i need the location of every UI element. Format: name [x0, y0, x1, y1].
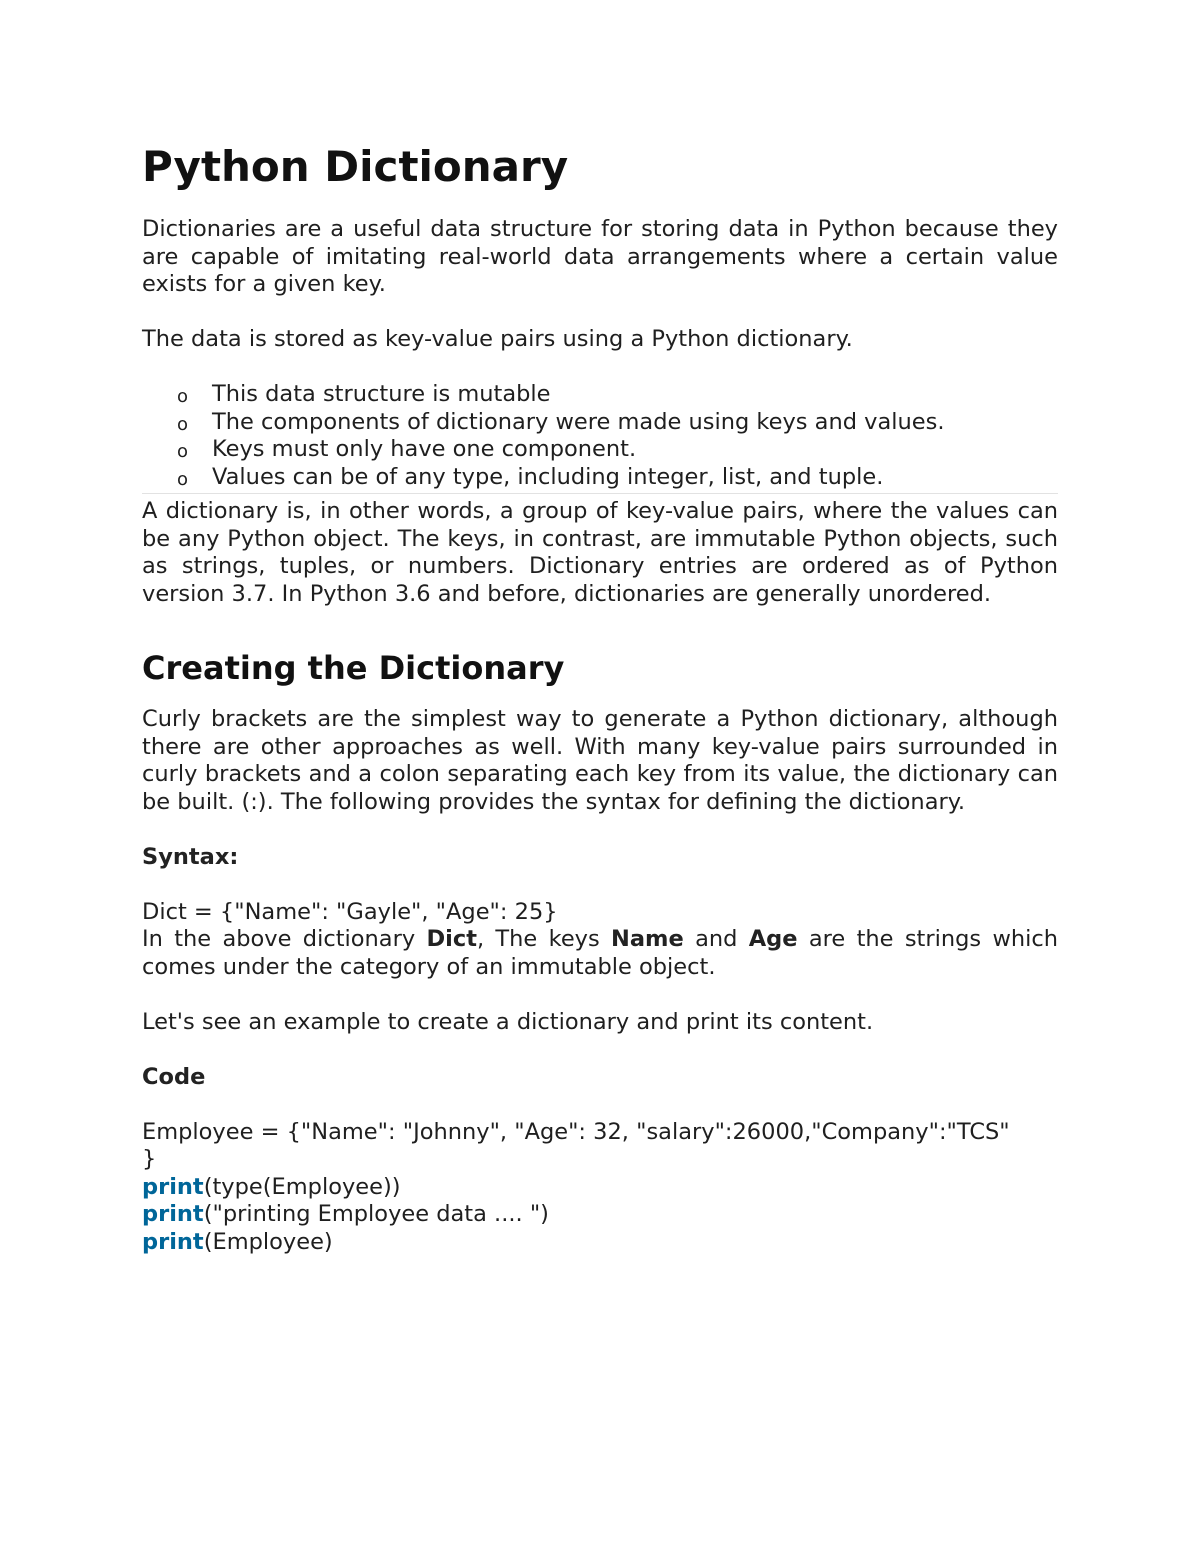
bullet-icon: o	[177, 386, 189, 407]
in-other-words-paragraph: A dictionary is, in other words, a group of key-value pairs, where the values can be any Python object. The keys, in contrast, are immutable Python objects, such as strings, tuples, or numbers. Dictionary entries are ordered as of Python version 3.7. In Python 3.6 and before, dictionaries are generally unordered.	[142, 498, 1058, 607]
list-item: o This data structure is mutable	[142, 381, 1058, 409]
list-item: o Keys must only have one component.	[142, 436, 1058, 464]
bullet-icon: o	[177, 441, 189, 462]
creating-paragraph: Curly brackets are the simplest way to generate a Python dictionary, although there are other approaches as well. With many key-value pairs surrounded in curly brackets and a colon separating each key from its value, the dictionary can be built. (:). The following provides the syntax for defining the dictionary.	[142, 706, 1058, 815]
list-item: o Values can be of any type, including integer, list, and tuple.	[142, 464, 1058, 492]
code-line: print(type(Employee))	[142, 1173, 401, 1200]
bullet-icon: o	[177, 413, 189, 435]
keyword: print	[142, 1228, 204, 1255]
section-heading-creating: Creating the Dictionary	[142, 649, 565, 687]
code-block	[142, 1119, 1058, 1257]
divider	[142, 493, 1058, 494]
code-line: }	[142, 1146, 157, 1172]
bullet-icon: o	[177, 468, 189, 490]
intro-paragraph: Dictionaries are a useful data structure for storing data in Python because they are capable of imitating real-world data arrangements where a certain value exists for a given key.	[142, 216, 1058, 297]
keyword: print	[142, 1173, 204, 1200]
page-title: Python Dictionary	[142, 142, 569, 191]
keyword: print	[142, 1201, 204, 1227]
list-item: o The components of dictionary were made using keys and values.	[142, 409, 1058, 437]
code-line: print("printing Employee data .... ")	[142, 1201, 549, 1227]
stored-paragraph: The data is stored as key-value pairs using a Python dictionary.	[142, 326, 853, 352]
code-label: Code	[142, 1063, 206, 1090]
syntax-label: Syntax:	[142, 843, 239, 870]
code-line: Employee = {"Name": "Johnny", "Age": 32, "salary":26000,"Company":"TCS"	[142, 1118, 1010, 1145]
syntax-code: Dict = {"Name": "Gayle", "Age": 25}	[142, 898, 558, 925]
example-intro: Let's see an example to create a dictionary and print its content.	[142, 1008, 874, 1035]
code-line: print(Employee)	[142, 1228, 333, 1255]
syntax-explanation: In the above dictionary Dict, The keys Name and Age are the strings which comes under the category of an immutable object.	[142, 926, 1058, 980]
document-page	[142, 138, 1058, 1256]
feature-list	[142, 381, 1058, 491]
